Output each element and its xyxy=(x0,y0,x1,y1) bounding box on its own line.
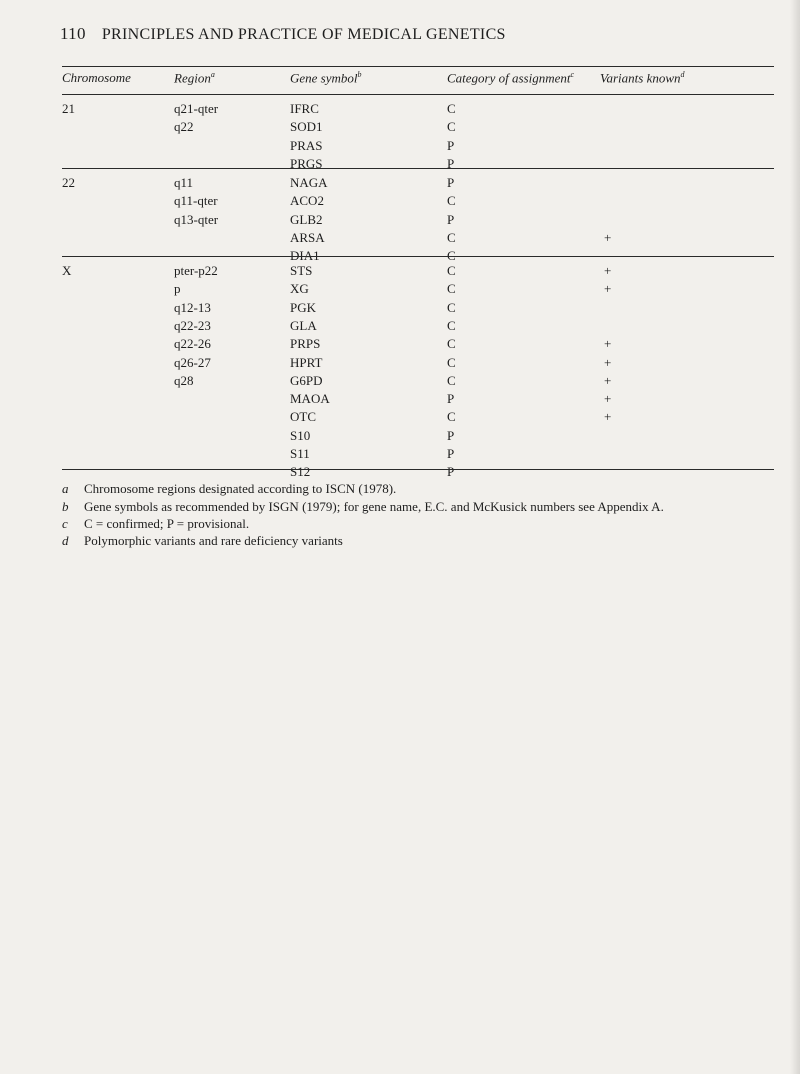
variant-cell: + xyxy=(604,263,612,278)
footnote-text: Polymorphic variants and rare deficiency variants xyxy=(84,533,343,548)
gene-symbol-cell: IFRC xyxy=(290,101,319,116)
gene-symbol-cell: SOD1 xyxy=(290,119,323,134)
category-cell: C xyxy=(447,300,456,315)
column-header xyxy=(600,70,685,86)
table-top-rule xyxy=(62,66,774,67)
category-cell: C xyxy=(447,119,456,134)
column-header-label: Gene symbol xyxy=(290,70,358,86)
gene-symbol-cell: HPRT xyxy=(290,355,323,370)
column-header xyxy=(62,70,131,86)
gene-symbol-cell: PRGS xyxy=(290,156,323,171)
gene-symbol-cell: GLB2 xyxy=(290,212,323,227)
region-cell: q21-qter xyxy=(174,101,219,116)
region-cell: q22-26 xyxy=(174,336,211,351)
variant-cell: + xyxy=(604,281,612,296)
region-cell: q26-27 xyxy=(174,355,211,370)
page-number: 110 xyxy=(60,24,86,43)
category-cell: C xyxy=(447,355,456,370)
footnote-letter: b xyxy=(62,499,69,514)
footnote-text: Gene symbols as recommended by ISGN (1979); for gene name, E.C. and McKusick numbers see Appendix A. xyxy=(84,499,664,514)
category-cell: P xyxy=(447,212,455,227)
region-cell: pter-p22 xyxy=(174,263,218,278)
gene-symbol-cell: DIA1 xyxy=(290,248,320,263)
gene-symbol-cell: MAOA xyxy=(290,391,330,406)
gene-symbol-cell: G6PD xyxy=(290,373,323,388)
region-cell: p xyxy=(174,281,181,296)
region-cell: q12-13 xyxy=(174,300,211,315)
gene-symbol-cell: OTC xyxy=(290,409,316,424)
column-header-label: Region xyxy=(174,70,211,86)
column-header-label: Variants known xyxy=(600,70,681,86)
variant-cell: + xyxy=(604,391,612,406)
group-separator-rule xyxy=(62,256,774,257)
footnote-letter: a xyxy=(62,481,69,496)
running-title: PRINCIPLES AND PRACTICE OF MEDICAL GENETICS xyxy=(101,26,506,43)
gene-symbol-cell: PRAS xyxy=(290,138,323,153)
gene-symbol-cell: GLA xyxy=(290,318,317,333)
column-header xyxy=(290,70,362,86)
chromosome-label: 22 xyxy=(62,175,75,190)
header-bottom-rule xyxy=(62,94,774,95)
variant-cell: + xyxy=(604,336,612,351)
region-cell: q22 xyxy=(174,119,194,134)
column-header-note: d xyxy=(680,70,685,79)
category-cell: C xyxy=(447,248,456,263)
category-cell: C xyxy=(447,101,456,116)
gene-symbol-cell: PGK xyxy=(290,300,317,315)
region-cell: q13-qter xyxy=(174,212,219,227)
footnote-letter: c xyxy=(62,516,68,531)
region-cell: q28 xyxy=(174,373,194,388)
column-header-note: b xyxy=(357,70,362,79)
page-edge-shadow xyxy=(790,0,800,1074)
gene-symbol-cell: NAGA xyxy=(290,175,328,190)
group-separator-rule xyxy=(62,168,774,169)
column-header-note: c xyxy=(570,70,575,79)
gene-symbol-cell: STS xyxy=(290,263,313,278)
footnote-text: Chromosome regions designated according to ISCN (1978). xyxy=(84,481,397,496)
category-cell: P xyxy=(447,138,455,153)
gene-symbol-cell: ACO2 xyxy=(290,193,324,208)
category-cell: C xyxy=(447,318,456,333)
page-header xyxy=(60,24,506,44)
category-cell: P xyxy=(447,156,455,171)
chromosome-label: X xyxy=(62,263,72,278)
category-cell: C xyxy=(447,373,456,388)
footnote xyxy=(62,499,664,515)
gene-symbol-cell: XG xyxy=(290,281,309,296)
category-cell: C xyxy=(447,336,456,351)
region-cell: q11-qter xyxy=(174,193,218,208)
chromosome-label: 21 xyxy=(62,101,75,116)
variant-cell: + xyxy=(604,230,612,245)
table-bottom-rule xyxy=(62,469,774,470)
variant-cell: + xyxy=(604,355,612,370)
column-header-label: Category of assignment xyxy=(447,70,571,86)
category-cell: C xyxy=(447,281,456,296)
category-cell: P xyxy=(447,175,455,190)
gene-symbol-cell: S10 xyxy=(290,428,311,443)
column-header-label: Chromosome xyxy=(62,70,131,85)
region-cell: q22-23 xyxy=(174,318,211,333)
variant-cell: + xyxy=(604,409,612,424)
gene-symbol-cell: PRPS xyxy=(290,336,321,351)
column-header-note: a xyxy=(210,70,215,79)
footnote xyxy=(62,533,343,549)
column-header xyxy=(447,70,574,86)
category-cell: P xyxy=(447,428,455,443)
footnote xyxy=(62,516,249,532)
category-cell: P xyxy=(447,464,455,479)
category-cell: C xyxy=(447,263,456,278)
footnote-letter: d xyxy=(62,533,69,548)
gene-symbol-cell: S12 xyxy=(290,464,311,479)
category-cell: P xyxy=(447,446,455,461)
gene-symbol-cell: ARSA xyxy=(290,230,325,245)
footnote-text: C = confirmed; P = provisional. xyxy=(84,516,250,531)
category-cell: C xyxy=(447,409,456,424)
gene-symbol-cell: S11 xyxy=(290,446,310,461)
variant-cell: + xyxy=(604,373,612,388)
column-header xyxy=(174,70,215,86)
footnote xyxy=(62,481,396,497)
category-cell: C xyxy=(447,193,456,208)
category-cell: C xyxy=(447,230,456,245)
category-cell: P xyxy=(447,391,455,406)
region-cell: q11 xyxy=(174,175,194,190)
